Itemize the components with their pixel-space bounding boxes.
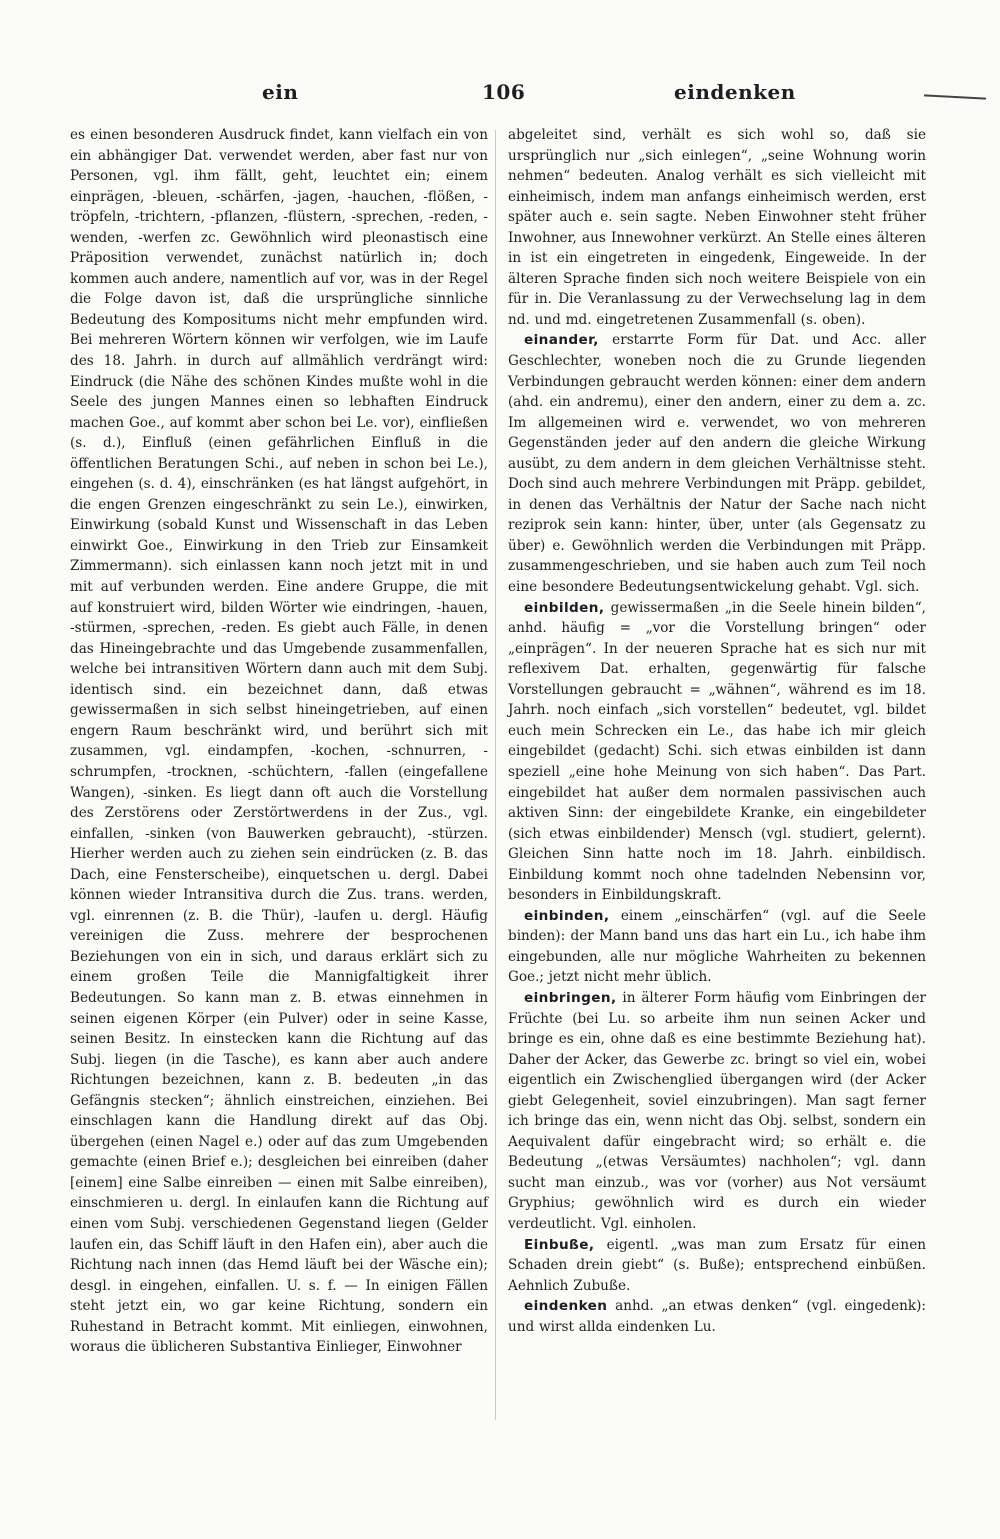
entry-text: in älterer Form häufig vom Einbringen der Früchte (bei Lu. so arbeite ihm nun seinen Acker und bringe es ein, ohne daß es eine bestimmte Beziehung hat). Daher der Acker, das Gewerbe zc. bringt so viel ein, wobei eigentlich ein Zwischenglied übergangen wird (der Acker giebt Gelegenheit, soviel einzubringen). Man sagt ferner ich bringe das ein, wenn nicht das Obj. selbst, sondern ein Aequivalent dafür eingebracht wird; so erhält e. die Bedeutung „(etwas Versäumtes) nachholen“; vgl. dann sucht man einzub., was vor (vorher) aus Not versäumt Gryphius; gewöhnlich wird es durch ein wieder verdeutlicht. Vgl. einholen. <box>508 989 926 1232</box>
entry-text: einem „einschärfen“ (vgl. auf die Seele binden): der Mann band uns das hart ein Lu., ich habe ihm eingebunden, alle nur mögliche Wahrheiten zu bekennen Goe.; jetzt nicht mehr üblich. <box>508 907 926 986</box>
entry-text: gewissermaßen „in die Seele hinein bilden“, anhd. häufig = „vor die Vorstellung bringen“ oder „einprägen“. In der neueren Sprache hat es sich nur mit reflexivem Dat. erhalten, gegenwärtig für falsche Vorstellungen gebraucht = „wähnen“, während es im 18. Jahrh. noch einfach „sich vorstellen“ bedeutet, vgl. bildet euch mein Schrecken ein Le., das habe ich mir gleich eingebildet (gedacht) Schi. sich etwas einbilden ist dann speziell „eine hohe Meinung von sich haben“. Das Part. eingebildet hat außer dem normalen passivischen auch aktiven Sinn: der eingebildete Kranke, ein eingebildeter (sich etwas einbildender) Mensch (vgl. studiert, gelernt). Gleichen Sinn hatte noch im 18. Jahrh. einbildisch. Einbildung kommt noch ohne tadelnden Nebensinn vor, besonders in Einbildungskraft. <box>508 599 926 904</box>
headword: einbinden, <box>524 907 610 924</box>
headword: einbringen, <box>524 989 617 1006</box>
headword: einbilden, <box>524 599 605 616</box>
left-column-text: es einen besonderen Ausdruck findet, kann vielfach ein von ein abhängiger Dat. verwendet werden, aber fast nur von Personen, vgl. ihm fällt, geht, leuchtet ein; einem einprägen, -bleuen, -schärfen, -jagen, -hauchen, -flößen, -tröpfeln, -trichtern, -pflanzen, -flüstern, -sprechen, -reden, -wenden, -werfen zc. Gewöhnlich wird pleonastisch eine Präposition verwendet, zunächst natürlich in; doch kommen auch andere, namentlich auf vor, was in der Regel die Folge davon ist, daß die ursprüngliche sinnliche Bedeutung des Kompositums nicht mehr empfunden wird. Bei mehreren Wörtern können wir verfolgen, wie im Laufe des 18. Jahrh. in durch auf allmählich verdrängt wird: Eindruck (die Nähe des schönen Kindes mußte wohl in die Seele des jungen Mannes einen so lebhaften Eindruck machen Goe., auf kommt aber schon bei Le. vor), einfließen (s. d.), Einfluß (einen gefährlichen Einfluß in die öffentlichen Beratungen Schi., auf neben in schon bei Le.), eingehen (s. d. 4), einschränken (es hat längst aufgehört, in die engen Grenzen eingeschränkt zu sein Le.), einwirken, Einwirkung (sobald Kunst und Wissenschaft in das Leben einwirkt Goe., Einwirkung in den Trieb zur Einsamkeit Zimmermann). sich einlassen kann noch jetzt mit in und mit auf verbunden werden. Eine andere Gruppe, die mit auf konstruiert wird, bilden Wörter wie eindringen, -hauen, -stürmen, -sprechen, -reden. Es giebt auch Fälle, in denen das Hineingebrachte und das Umgebende zusammenfallen, welche bei intransitiven Wörtern dann auch mit dem Subj. identisch sind. ein bezeichnet dann, daß etwas gewissermaßen in sich selbst hineingetrieben, auf einen engern Raum beschränkt wird, und berührt sich mit zusammen, vgl. eindampfen, -kochen, -schnurren, -schrumpfen, -trocknen, -schüchtern, -fallen (eingefallene Wangen), -sinken. Es liegt dann oft auch die Vorstellung des Zerstörens oder Zerstörtwerdens in der Zus., vgl. einfallen, -sinken (von Bauwerken gebraucht), -stürzen. Hierher werden auch zu ziehen sein eindrücken (z. B. das Dach, eine Fensterscheibe), einquetschen u. dergl. Dabei können wieder Intransitiva durch die Zus. trans. werden, vgl. einrennen (z. B. die Thür), -laufen u. dergl. Häufig vereinigen die Zuss. mehrere der besprochenen Beziehungen von ein in sich, und daraus erklärt sich zu einem großen Teile die Mannigfaltigkeit ihrer Bedeutungen. So kann man z. B. etwas einnehmen in seinen eigenen Körper (ein Pulver) oder in seine Kasse, seinen Besitz. In einstecken kann die Richtung auf das Subj. liegen (in die Tasche), es kann aber auch andere Richtungen bezeichnen, kann z. B. bedeuten „in das Gefängnis stecken“; ähnlich einstreichen, einziehen. Bei einschlagen kann die Handlung direkt auf das Obj. übergehen (einen Nagel e.) oder auf das zum Umgebenden gemachte (einen Brief e.); desgleichen bei einreiben (daher [einem] eine Salbe einreiben — einen mit Salbe einreiben), einschmieren u. dergl. In einlaufen kann die Richtung auf einen vom Subj. verschiedenen Gegenstand liegen (Gelder laufen ein, das Schiff läuft in den Hafen ein), aber auch die Richtung nach innen (das Hemd läuft bei der Wäsche ein); desgl. in eingehen, einfallen. U. s. f. — In einigen Fällen steht jetzt ein, wo gar keine Richtung, sondern ein Ruhestand in Betracht kommt. Mit einliegen, einwohnen, woraus die üblicheren Substantiva Einlieger, Einwohner <box>70 127 488 1356</box>
header-left-word: ein <box>262 80 299 104</box>
entry-einbringen <box>508 988 926 1235</box>
page-number: 106 <box>482 80 526 104</box>
right-column <box>508 125 926 1337</box>
column-divider <box>495 130 496 1420</box>
entry-einbilden <box>508 598 926 906</box>
header-right-word: eindenken <box>674 80 796 104</box>
left-column <box>70 125 488 1358</box>
headword: Einbuße, <box>524 1236 595 1253</box>
headword: einander, <box>524 332 599 349</box>
entry-text: eigentl. „was man zum Ersatz für einen Schaden drein giebt“ (s. Buße); entsprechend einbüßen. Aehnlich Zubuße. <box>508 1236 926 1294</box>
entry-einander <box>508 330 926 597</box>
headword: eindenken <box>524 1298 608 1315</box>
margin-mark <box>924 94 986 99</box>
running-head <box>62 80 922 114</box>
entry-eindenken <box>508 1296 926 1337</box>
entry-text: anhd. „an etwas denken“ (vgl. eingedenk): und wirst allda eindenken Lu. <box>508 1298 926 1335</box>
right-column-intro: abgeleitet sind, verhält es sich wohl so, daß sie ursprünglich nur „sich einlegen“, „seine Wohnung worin nehmen“ bedeuten. Analog verhält es sich vielleicht mit einheimisch, indem man anfangs einheimisch werden, erst später auch e. sein sagte. Neben Einwohner steht früher Inwohner, aus Innewohner verkürzt. An Stelle eines älteren in ist ein eingetreten in eingedenk, Eingeweide. In der älteren Sprache finden sich noch weitere Beispiele von ein für in. Die Veranlassung zu der Verwechselung lag in dem nd. und md. eingetretenen Zusammenfall (s. oben). <box>508 127 926 328</box>
entry-einbusse <box>508 1235 926 1297</box>
entry-text: erstarrte Form für Dat. und Acc. aller Geschlechter, woneben noch die zu Grunde liegenden Verbindungen gebraucht werden können: einer dem andern (ahd. ein andremu), einer den andern, einer zu dem a. zc. Im allgemeinen wird e. verwendet, wo von mehreren Gegenständen jeder auf den andern die gleiche Wirkung ausübt, zu dem andern in dem gleichen Verhältnisse steht. Doch sind auch mehrere Verbindungen mit Präpp. gebildet, in denen das Verhältnis der Natur der Sache nach nicht reziprok sein kann: hinter, über, unter (als Gegensatz zu über) e. Gewöhnlich werden die Verbindungen mit Präpp. zusammengeschrieben, und sie haben auch zum Teil noch eine besondere Bedeutungsentwickelung gehabt. Vgl. sich. <box>508 332 926 596</box>
entry-einbinden <box>508 906 926 988</box>
